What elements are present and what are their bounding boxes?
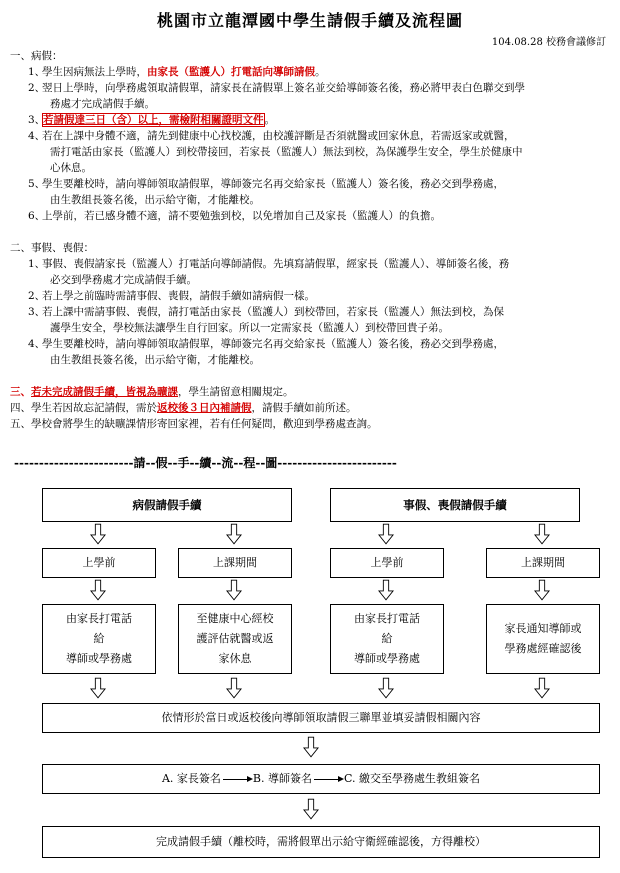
down-arrow-icon — [378, 677, 394, 699]
step-complete-box: 完成請假手續（離校時，需將假單出示給守衛經確認後，方得離校） — [42, 826, 600, 858]
personal-during-action-box: 家長通知導師或 學務處經確認後 — [486, 604, 600, 674]
sick-leave-heading: 一、病假： — [10, 50, 63, 62]
down-arrow-icon — [534, 579, 550, 601]
sick-before-action-box: 由家長打電話 給 導師或學務處 — [42, 604, 156, 674]
sick-item-6: 6、上學前，若已感身體不適，請不要勉強到校，以免增加自己及家長（監護人）的負擔。 — [28, 210, 441, 222]
personal-during-class-box: 上課期間 — [486, 548, 600, 578]
personal-item-1-cont: 必交到學務處才完成請假手續。 — [50, 274, 197, 286]
personal-before-action-box: 由家長打電話 給 導師或學務處 — [330, 604, 444, 674]
sick-item-5-cont: 由生教組長簽名後，出示給守衛，才能離校。 — [50, 194, 260, 206]
down-arrow-icon — [90, 579, 106, 601]
down-arrow-icon — [226, 579, 242, 601]
down-arrow-icon — [378, 523, 394, 545]
sick-item-2: 2、翌日上學時，向學務處領取請假單，請家長在請假單上簽名並交給導師簽名後，務必將甲表白色聯交到學 — [28, 82, 525, 94]
down-arrow-icon — [90, 523, 106, 545]
personal-leave-heading: 二、事假、喪假： — [10, 242, 94, 254]
sig-c-label: C. 繳交至學務處生教組簽名 — [343, 772, 481, 785]
flowchart-divider: ------------------------請--假--手--續--流--程--圖------------------------ — [14, 456, 397, 470]
step-signatures-box — [42, 764, 600, 794]
note-3: 三、若未完成請假手續，皆視為曠課，學生請留意相關規定。 — [10, 386, 294, 398]
sick-item-5: 5、學生要離校時，請向導師領取請假單，導師簽完名再交給家長（監護人）簽名後，務必交到學務處， — [28, 178, 504, 190]
personal-leave-header-box: 事假、喪假請假手續 — [330, 488, 580, 522]
personal-item-3-cont: 護學生安全，學校無法讓學生自行回家。所以一定需家長（監護人）到校帶回貴子弟。 — [50, 322, 449, 334]
sick-before-school-box: 上學前 — [42, 548, 156, 578]
down-arrow-icon — [90, 677, 106, 699]
personal-item-2: 2、若上學之前臨時需請事假、喪假，請假手續如請病假一樣。 — [28, 290, 315, 302]
personal-item-1: 1、事假、喪假請家長（監護人）打電話向導師請假。先填寫請假單，經家長（監護人）、導師簽名後，務 — [28, 258, 510, 270]
sick-item-2-cont: 務處才完成請假手續。 — [50, 98, 155, 110]
sick-leave-header-box: 病假請假手續 — [42, 488, 292, 522]
note-5: 五、學校會將學生的缺曠課情形寄回家裡，若有任何疑問，歡迎到學務處查詢。 — [10, 418, 378, 430]
personal-before-school-box: 上學前 — [330, 548, 444, 578]
personal-item-4-cont: 由生教組長簽名後，出示給守衛，才能離校。 — [50, 354, 260, 366]
arrow-right-icon — [223, 779, 251, 780]
revision-note: 104.08.28 校務會議修訂 — [491, 37, 606, 48]
note-4: 四、學生若因故忘記請假，需於返校後３日內補請假，請假手續如前所述。 — [10, 402, 357, 414]
sig-a-label: A. 家長簽名 — [161, 772, 221, 785]
down-arrow-icon — [303, 736, 319, 758]
down-arrow-icon — [226, 677, 242, 699]
step-fill-form-box: 依情形於當日或返校後向導師領取請假三聯單並填妥請假相關內容 — [42, 703, 600, 733]
sick-during-class-box: 上課期間 — [178, 548, 292, 578]
down-arrow-icon — [534, 523, 550, 545]
down-arrow-icon — [303, 798, 319, 820]
down-arrow-icon — [378, 579, 394, 601]
personal-item-4: 4、學生要離校時，請向導師領取請假單，導師簽完名再交給家長（監護人）簽名後，務必交到學務處， — [28, 338, 504, 350]
sick-item-4-cont2: 心休息。 — [50, 162, 92, 174]
down-arrow-icon — [226, 523, 242, 545]
arrow-right-icon — [314, 779, 342, 780]
sick-during-action-box: 至健康中心經校 護評估就醫或返 家休息 — [178, 604, 292, 674]
personal-item-3: 3、若上課中需請事假、喪假，請打電話由家長（監護人）到校帶回，若家長（監護人）無法到校，為保 — [28, 306, 504, 318]
sick-item-3: 3、若請假達三日（含）以上，需檢附相關證明文件。 — [28, 114, 275, 126]
sick-item-4: 4、若在上課中身體不適，請先到健康中心找校護，由校護評斷是否須就醫或回家休息，若需返家或就醫， — [28, 130, 515, 142]
sig-b-label: B. 導師簽名 — [252, 772, 312, 785]
sick-item-4-cont1: 需打電話由家長（監護人）到校帶接回，若家長（監護人）無法到校，為保護學生安全，學生於健康中 — [50, 146, 523, 158]
page-title: 桃園市立龍潭國中學生請假手續及流程圖 — [156, 11, 463, 30]
down-arrow-icon — [534, 677, 550, 699]
sick-item-1: 1、學生因病無法上學時，由家長（監護人）打電話向導師請假。 — [28, 66, 326, 78]
